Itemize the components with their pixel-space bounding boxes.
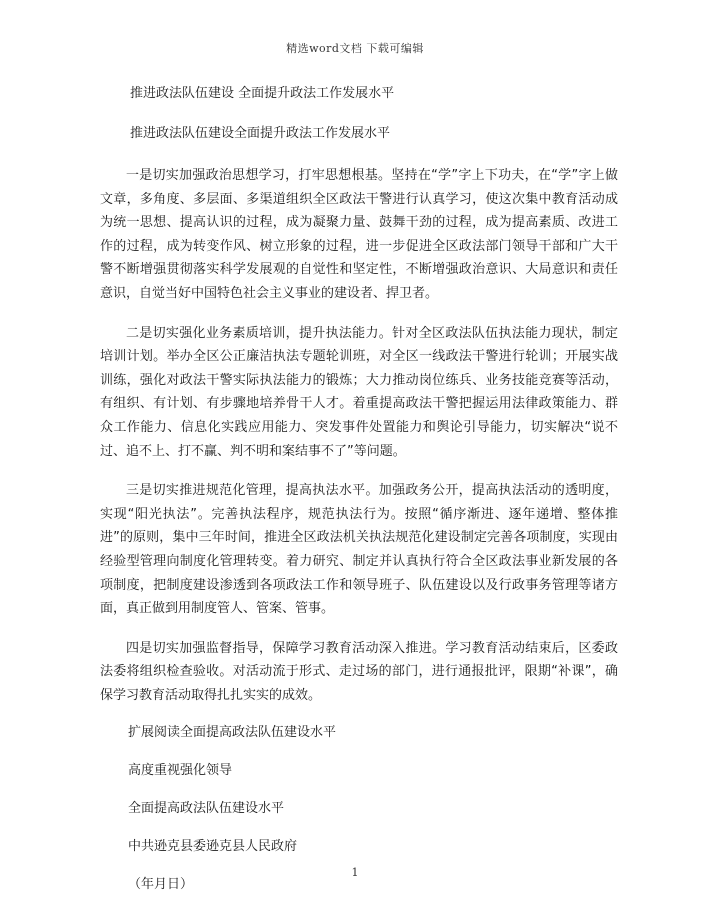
document-subtitle: 推进政法队伍建设全面提升政法工作发展水平 <box>130 126 391 141</box>
paragraph-3: 三是切实推进规范化管理，提高执法水平。加强政务公开，提高执法活动的透明度，实现“阳光执法”。完善执法程序，规范执法行为。按照“循序渐进、逐年递增、整体推进”的原则，集中三年时间，推进全区政法机关执法规范化建设制定完善各项制度，实现由经验型管理向制度化管理转变。着力研究、制定并认真执行符合全区政法事业新发展的各项制度，把制度建设渗透到各项政法工作和领导班子、队伍建设以及行政事务管理等诸方面，真正做到用制度管人、管案、管事。 <box>100 483 618 617</box>
paragraph-2: 二是切实强化业务素质培训，提升执法能力。针对全区政法队伍执法能力现状，制定培训计划。举办全区公正廉洁执法专题轮训班，对全区一线政法干警进行轮训；开展实战训练，强化对政法干警实际执法能力的锻炼；大力推动岗位练兵、业务技能竞赛等活动，有组织、有计划、有步骤地培养骨干人才。着重提高政法干警把握运用法律政策能力、群众工作能力、信息化实践应用能力、突发事件处置能力和舆论引导能力，切实解决“说不过、追不上、打不赢、判不明和案结事不了”等问题。 <box>100 325 618 459</box>
document-title: 推进政法队伍建设 全面提升政法工作发展水平 <box>130 86 395 101</box>
date-line: （年月日） <box>128 877 194 893</box>
page-header: 精选word文档 下载可编辑 <box>286 42 424 55</box>
document-body <box>100 84 618 913</box>
extended-reading-line-3: 全面提高政法队伍建设水平 <box>128 801 285 817</box>
paragraph-4: 四是切实加强监督指导，保障学习教育活动深入推进。学习教育活动结束后，区委政法委将组织检查验收。对活动流于形式、走过场的部门，进行通报批评，限期“补课”，确保学习教育活动取得扎扎实实的成效。 <box>100 640 618 703</box>
paragraph-1: 一是切实加强政治思想学习，打牢思想根基。坚持在“学”字上下功夫，在“学”字上做文章，多角度、多层面、多渠道组织全区政法干警进行认真学习，使这次集中教育活动成为统一思想、提高认识的过程，成为凝聚力量、鼓舞干劲的过程，成为提高素质、改进工作的过程，成为转变作风、树立形象的过程，进一步促进全区政法部门领导干部和广大干警不断增强贯彻落实科学发展观的自觉性和坚定性，不断增强政治意识、大局意识和责任意识，自觉当好中国特色社会主义事业的建设者、捍卫者。 <box>100 168 618 301</box>
extended-reading-line-2: 高度重视强化领导 <box>128 763 233 779</box>
page-number: 1 <box>351 866 359 879</box>
issuing-organization: 中共逊克县委逊克县人民政府 <box>128 839 298 855</box>
extended-reading-heading: 扩展阅读全面提高政法队伍建设水平 <box>128 725 337 741</box>
